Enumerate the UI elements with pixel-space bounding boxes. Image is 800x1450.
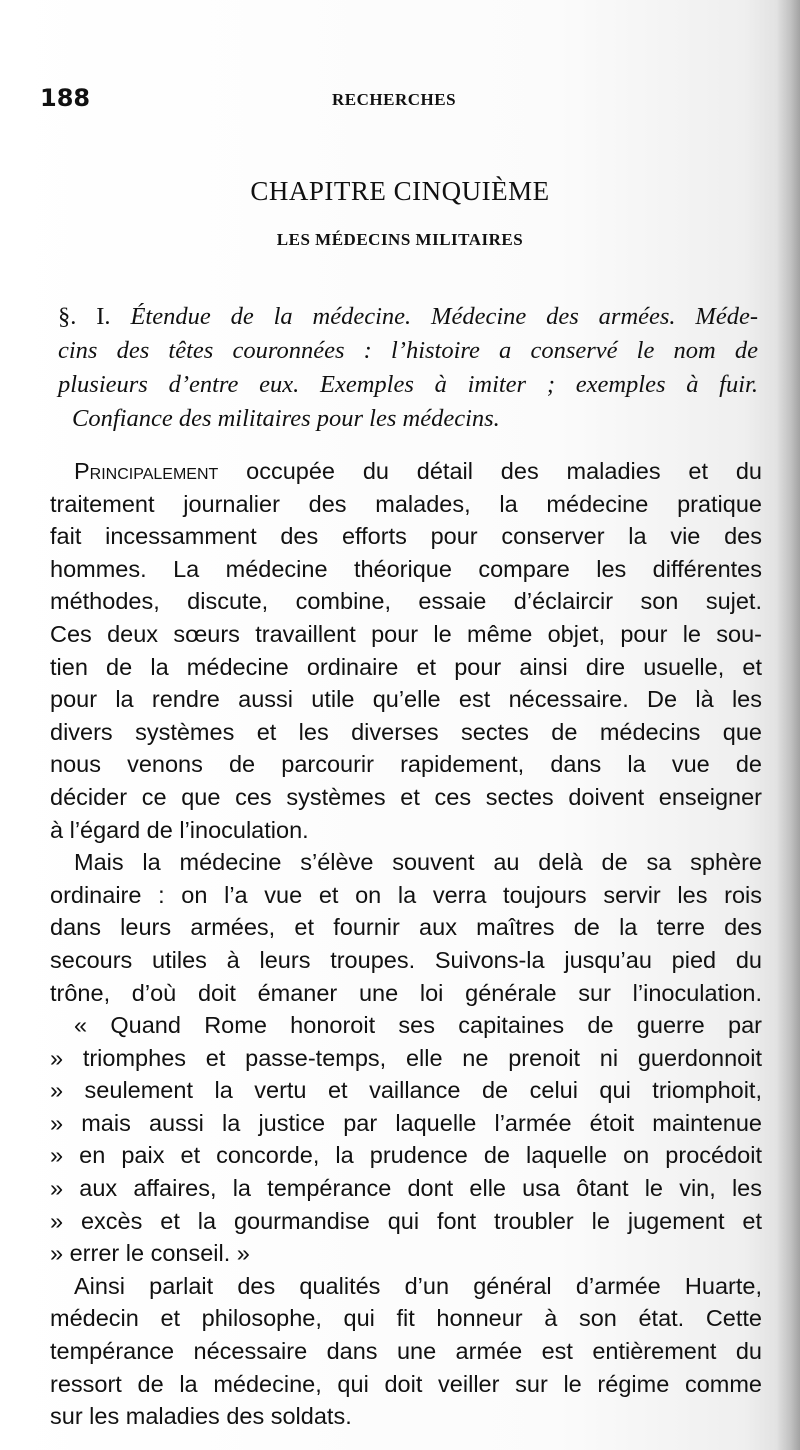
page-edge-shadow [776,0,800,1450]
quote-line: » en paix et concorde, la prudence de laquelle on procédoit [50,1142,762,1169]
quote-line: » triomphes et passe-temps, elle ne prenoit ni guerdonnoit [50,1044,762,1071]
page-number: 188 [40,84,91,112]
text-line: ordinaire : on l’a vue et on la verra toujours servir les rois [50,881,762,908]
text-line: dans leurs armées, et fournir aux maîtres de la terre des [50,914,762,941]
text-line: sur les maladies des soldats. [50,1403,352,1430]
text-line: fait incessamment des efforts pour conserver la vie des [50,523,762,550]
text-line: à l’égard de l’inoculation. [50,816,309,843]
text-line: traitement journalier des malades, la médecine pratique [50,490,762,517]
text-line: Mais la médecine s’élève souvent au delà de sa sphère [74,849,762,876]
text-line: trône, d’où doit émaner une loi générale sur l’inoculation. [50,979,762,1006]
text-line: divers systèmes et les diverses sectes de médecins que [50,718,762,745]
chapter-subtitle: LES MÉDECINS MILITAIRES [276,230,524,249]
text-line: nous venons de parcourir rapidement, dans la vue de [50,751,762,778]
body-text [50,455,762,1433]
running-title: RECHERCHES [332,90,457,109]
text-line: ressort de la médecine, qui doit veiller sur le régime comme [50,1370,762,1397]
quote-line: » seulement la vertu et vaillance de celui qui triomphoit, [50,1077,762,1104]
text-line: Ainsi parlait des qualités d’un général d’armée Huarte, [74,1272,762,1299]
text-line: médecin et philosophe, qui fit honneur à son état. Cette [50,1305,762,1332]
quote-line: » excès et la gourmandise qui font troubler le jugement et [50,1207,762,1234]
section-summary [58,300,758,436]
text-line: tempérance nécessaire dans une armée est entièrement du [50,1338,762,1365]
text-line: Ces deux sœurs travaillent pour le même objet, pour le sou- [50,620,762,647]
chapter-title: CHAPITRE CINQUIÈME [250,176,550,206]
text-line: tien de la médecine ordinaire et pour ainsi dire usuelle, et [50,653,762,680]
summary-line: Étendue de la médecine. Médecine des armées. Méde- [130,303,758,330]
text-line: hommes. La médecine théorique compare les différentes [50,555,762,582]
quote-line: » aux affaires, la tempérance dont elle usa ôtant le vin, les [50,1175,762,1202]
quote-line: » mais aussi la justice par laquelle l’armée étoit maintenue [50,1109,762,1136]
text-line: pour la rendre aussi utile qu’elle est nécessaire. De là les [50,686,762,713]
quote-line: » errer le conseil. » [50,1240,250,1267]
summary-line: plusieurs d’entre eux. Exemples à imiter ; exemples à fuir. [58,371,758,398]
text-line: méthodes, discute, combine, essaie d’éclaircir son sujet. [50,588,762,615]
summary-line: cins des têtes couronnées : l’histoire a conservé le nom de [58,337,758,364]
summary-line: Confiance des militaires pour les médecins. [72,405,500,432]
lead-word: Principalement [74,458,219,484]
text-line: occupée du détail des maladies et du [218,458,762,484]
section-number: §. I. [58,303,111,330]
text-line: secours utiles à leurs troupes. Suivons-la jusqu’au pied du [50,946,762,973]
text-line: décider ce que ces systèmes et ces sectes doivent enseigner [50,783,762,810]
quote-line: « Quand Rome honoroit ses capitaines de guerre par [74,1012,762,1039]
